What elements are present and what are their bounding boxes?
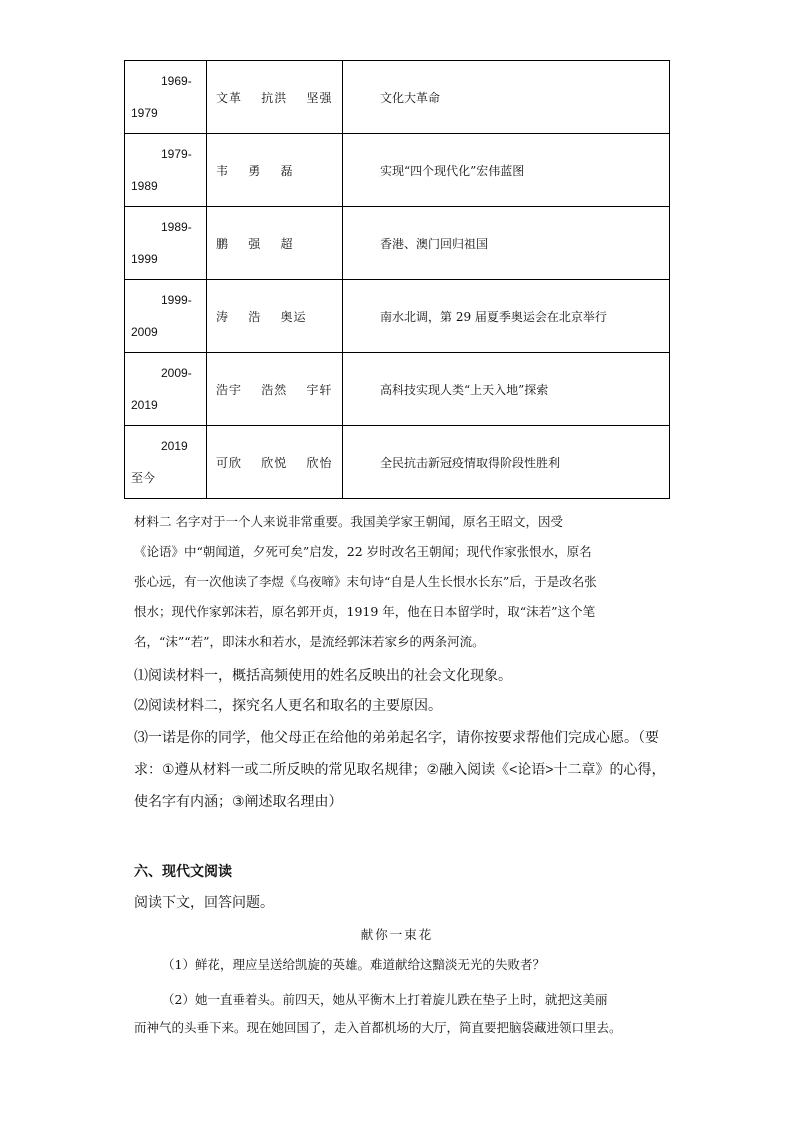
common-names: 文革 抗洪 坚强 <box>216 90 333 105</box>
era-names-table <box>124 60 670 499</box>
year-cell <box>125 280 207 353</box>
article-paragraph-1: （1）鲜花，理应呈送给凯旋的英雄。难道献给这黯淡无光的失败者？ <box>162 957 545 972</box>
year-cell <box>125 426 207 499</box>
table-row <box>125 207 670 280</box>
common-names: 韦 勇 磊 <box>216 163 294 178</box>
event-cell <box>343 61 670 134</box>
names-cell <box>207 207 343 280</box>
question-3-line-3: 使名字有内涵；③阐述取名理由） <box>134 793 343 809</box>
year-end: 2009 <box>131 325 158 339</box>
event-cell <box>343 426 670 499</box>
year-start: 1999- <box>161 293 192 307</box>
material-two-line: 张心远，有一次他读了李煜《乌夜啼》末句诗“自是人生长恨水长东”后，于是改名张 <box>134 574 597 589</box>
names-cell <box>207 280 343 353</box>
year-start: 1979- <box>161 147 192 161</box>
question-3-line-1: ⑶一诺是你的同学，他父母正在给他的弟弟起名字，请你按要求帮他们完成心愿。（要 <box>134 729 659 745</box>
year-cell <box>125 207 207 280</box>
common-names: 鹏 强 超 <box>216 236 294 251</box>
event-cell <box>343 353 670 426</box>
event-cell <box>343 207 670 280</box>
material-two-line: 恨水；现代作家郭沫若，原名郭开贞，1919 年，他在日本留学时，取“沫若”这个笔 <box>134 604 596 619</box>
year-cell <box>125 353 207 426</box>
year-start: 1989- <box>161 220 192 234</box>
year-start: 1969- <box>161 74 192 88</box>
material-two-line: 材料二 名字对于一个人来说非常重要。我国美学家王朝闻，原名王昭文，因受 <box>134 514 563 529</box>
table-row <box>125 426 670 499</box>
year-cell <box>125 61 207 134</box>
year-start: 2009- <box>161 366 192 380</box>
names-cell <box>207 61 343 134</box>
question-3-line-2: 求：①遵从材料一或二所反映的常见取名规律；②融入阅读《<论语>十二章》的心得， <box>134 761 666 777</box>
article-paragraph-2-line-2: 而神气的头垂下来。现在她回国了，走入首都机场的大厅，简直要把脑袋藏进领口里去。 <box>134 1020 622 1035</box>
common-names: 浩宇 浩然 宇轩 <box>216 382 333 397</box>
year-end: 1989 <box>131 179 158 193</box>
table-row <box>125 61 670 134</box>
historical-event: 文化大革命 <box>380 90 441 105</box>
section-six-heading: 六、现代文阅读 <box>134 863 232 879</box>
year-end: 1979 <box>131 106 158 120</box>
section-six-instruction: 阅读下文，回答问题。 <box>134 894 274 910</box>
table-row <box>125 353 670 426</box>
material-two-line: 名，“沫”“若”，即沫水和若水，是流经郭沫若家乡的两条河流。 <box>134 634 485 649</box>
names-cell <box>207 134 343 207</box>
historical-event: 全民抗击新冠疫情取得阶段性胜利 <box>380 455 561 470</box>
historical-event: 实现“四个现代化”宏伟蓝图 <box>380 163 525 178</box>
year-end: 至今 <box>131 471 156 485</box>
historical-event: 南水北调，第 29 届夏季奥运会在北京举行 <box>380 309 607 324</box>
common-names: 可欣 欣悦 欣怡 <box>216 455 333 470</box>
year-start: 2019 <box>161 439 188 453</box>
year-end: 2019 <box>131 398 158 412</box>
question-2: ⑵阅读材料二，探究名人更名和取名的主要原因。 <box>134 697 442 713</box>
names-cell <box>207 426 343 499</box>
names-cell <box>207 353 343 426</box>
event-cell <box>343 280 670 353</box>
event-cell <box>343 134 670 207</box>
article-title: 献你一束花 <box>360 927 434 942</box>
question-1: ⑴阅读材料一，概括高频使用的姓名反映出的社会文化现象。 <box>134 667 512 683</box>
table-row <box>125 280 670 353</box>
table-row <box>125 134 670 207</box>
year-cell <box>125 134 207 207</box>
material-two-line: 《论语》中“朝闻道，夕死可矣”启发，22 岁时改名王朝闻；现代作家张恨水，原名 <box>134 544 592 559</box>
common-names: 涛 浩 奥运 <box>216 309 307 324</box>
article-paragraph-2-line-1: （2）她一直垂着头。前四天，她从平衡木上打着旋儿跌在垫子上时，就把这美丽 <box>162 992 608 1007</box>
historical-event: 香港、澳门回归祖国 <box>380 236 489 251</box>
year-end: 1999 <box>131 252 158 266</box>
historical-event: 高科技实现人类“上天入地”探索 <box>380 382 549 397</box>
